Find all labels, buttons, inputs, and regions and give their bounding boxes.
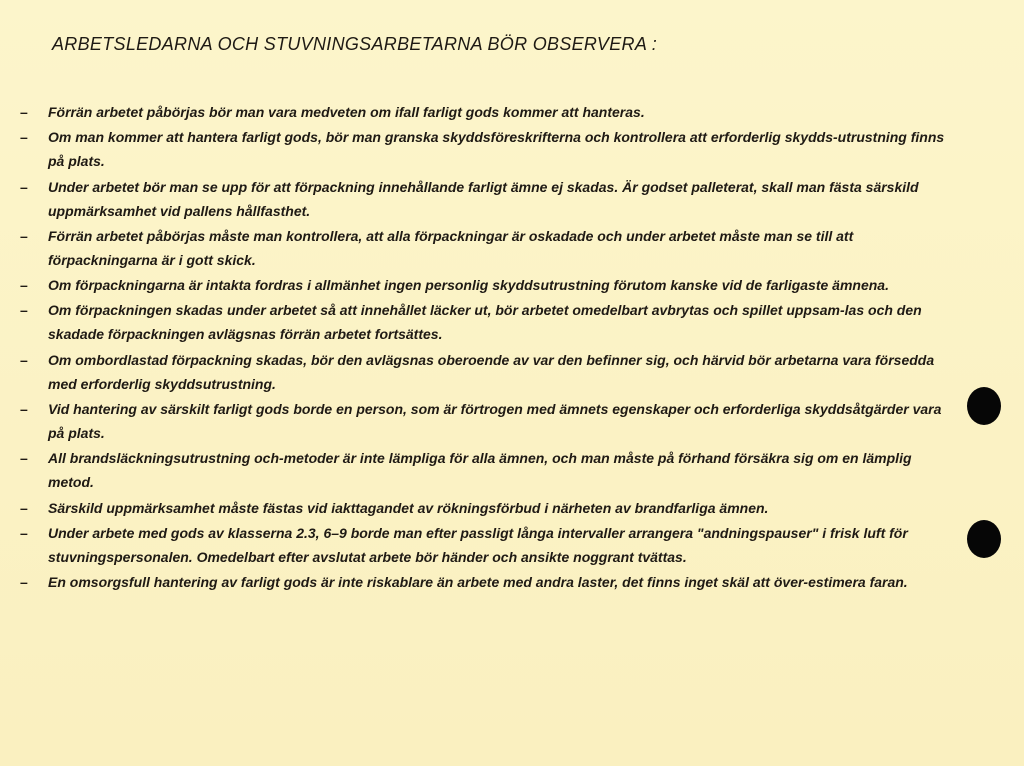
punch-hole [967, 387, 1001, 425]
dash-marker: – [20, 450, 28, 467]
list-item [20, 298, 960, 346]
list-item [20, 570, 960, 594]
dash-marker: – [20, 178, 28, 195]
list-item [20, 496, 960, 520]
list-item [20, 521, 960, 569]
list-item-text: Särskild uppmärksamhet måste fästas vid iakttagandet av rökningsförbud i närheten av brandfarliga ämnen. [48, 499, 769, 516]
list-item [20, 100, 960, 124]
list-item-text: Vid hantering av särskilt farligt gods borde en person, som är förtrogen med ämnets egenskaper och erforderliga skyddsåtgärder vara på plats. [48, 401, 942, 442]
punch-hole [967, 520, 1001, 558]
dash-marker: – [20, 302, 28, 319]
dash-marker: – [20, 499, 28, 516]
dash-marker: – [20, 104, 28, 120]
list-item [20, 446, 960, 494]
list-item-text: Om man kommer att hantera farligt gods, bör man granska skyddsföreskrifterna och kontrollera att erforderlig skydds-utrustning finns på plats. [48, 129, 945, 170]
list-item [20, 348, 960, 396]
dash-marker: – [20, 524, 28, 541]
list-item-text: Förrän arbetet påbörjas måste man kontrollera, att alla förpackningar är oskadade och under arbetet måste man se till att förpackningarna är i gott skick. [48, 227, 854, 268]
dash-marker: – [20, 277, 28, 294]
dash-marker: – [20, 227, 28, 244]
list-item-text: En omsorgsfull hantering av farligt gods är inte riskablare än arbete med andra laster, det finns inget skäl att över-estimera faran. [48, 574, 908, 591]
list-item-text: Om förpackningarna är intakta fordras i allmänhet ingen personlig skyddsutrustning förutom kanske vid de farligaste ämnena. [48, 277, 889, 294]
list-item-text: Förrän arbetet påbörjas bör man vara medveten om ifall farligt gods kommer att hanteras. [48, 104, 645, 120]
dash-marker: – [20, 351, 28, 368]
list-item [20, 175, 960, 223]
list-item-text: Om förpackningen skadas under arbetet så att innehållet läcker ut, bör arbetet omedelbart avbrytas och spillet uppsam-las och den skadade förpackningen avlägsnas förrän arbetet fortsättes. [48, 302, 922, 343]
list-item-text: Under arbetet bör man se upp för att förpackning innehållande farligt ämne ej skadas. Är godset palleterat, skall man fästa särskild uppmärksamhet vid pallens hållfasthet. [48, 178, 919, 219]
instruction-list [20, 100, 960, 596]
list-item [20, 224, 960, 272]
dash-marker: – [20, 574, 28, 591]
list-item-text: Under arbete med gods av klasserna 2.3, 6–9 borde man efter passligt långa intervaller arrangera "andningspauser" i frisk luft för stuvningspersonalen. Omedelbart efter avslutat arbete bör händer och ansikte noggrant tvättas. [48, 524, 908, 565]
list-item-text: Om ombordlastad förpackning skadas, bör den avlägsnas oberoende av var den befinner sig, och härvid bör arbetarna vara försedda med erforderlig skyddsutrustning. [48, 351, 935, 392]
list-item [20, 273, 960, 297]
dash-marker: – [20, 129, 28, 146]
list-item [20, 125, 960, 173]
list-item [20, 397, 960, 445]
dash-marker: – [20, 401, 28, 418]
page-heading: ARBETSLEDARNA OCH STUVNINGSARBETARNA BÖR OBSERVERA : [52, 34, 658, 54]
list-item-text: All brandsläckningsutrustning och-metoder är inte lämpliga för alla ämnen, och man måste på förhand försäkra sig om en lämplig metod. [48, 450, 912, 491]
